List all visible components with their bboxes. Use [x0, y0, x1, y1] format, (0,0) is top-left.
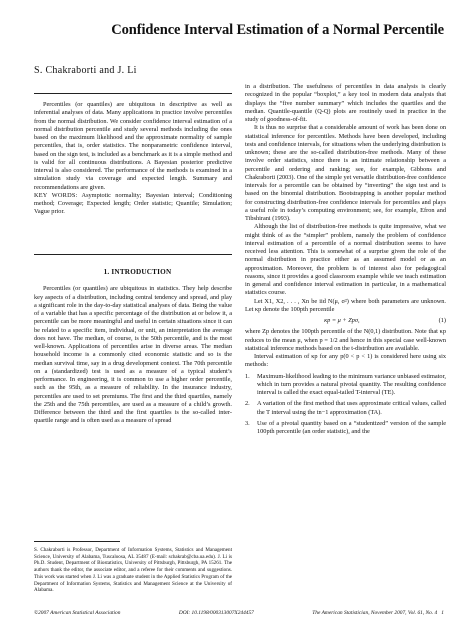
- paper-title: Confidence Interval Estimation of a Normal Percentile: [111, 22, 444, 38]
- list-item: [245, 400, 446, 417]
- doi: DOI: 10.1198/000313007X244457: [178, 610, 254, 616]
- body-paragraph: Although the list of distribution-free methods is quite impressive, what we might think of as the “simpler” problem, namely the problem of confidence interval estimation of a percentile of a normal distribution seems to have received less attention. This is somewhat of a surprise given the role of the normal distribution in practice either as an assumed model or as an approximation. Moreover, the problem is of interest also for pedagogical reasons, since it provides a good classroom example while we teach estimation in general and confidence interval estimation in particular, in a mathematical statistics course.: [245, 223, 446, 297]
- list-item-number: 3.: [245, 419, 250, 427]
- list-item: [245, 420, 446, 437]
- keywords-label: KEY WORDS:: [34, 191, 78, 199]
- list-item-number: 2.: [245, 400, 250, 408]
- keywords-list: Asymptotic normality; Bayesian interval; Conditioning method; Coverage; Expected length; Order statistic; Quantile; Simulation; Vague prior.: [34, 191, 232, 216]
- author-line: S. Chakraborti and J. Li: [34, 65, 137, 76]
- equation-number: (1): [438, 317, 446, 324]
- copyright-notice: ©2007 American Statistical Association: [34, 610, 121, 616]
- page-number: 1: [441, 610, 444, 616]
- footnote-text: S. Chakraborti is Professor, Department of Information Systems, Statistics and Management Science, University of Alabama, Tuscaloosa, AL 35487 (E-mail: schakrab@cba.ua.edu). J. Li is Ph.D. Student, Department of Biostatistics, University of Pittsburgh, Pittsburgh, PA 15261. The authors thank the editor, the associate editor, and a referee for their comments and suggestions. This work was started when J. Li was a graduate student in the Applied Statistics Program of the Department of Information Systems, Statistics and Management Science at the University of Alabama.: [34, 547, 232, 594]
- intro-paragraph: Percentiles (or quantiles) are ubiquitous in statistics. They help describe key aspects of a distribution, including central tendency and spread, and play a significant role in the day-to-day statistical analyses of data. Being the value of a variable that has a specific percentage of the distribution at or below it, a percentile can be more meaningful and useful in certain situations since it can be related to a specific item, individual, or unit, an interpretation the average does not have. The median, of course, is the 50th percentile, and is the most well-known. Applications of percentiles arise in diverse areas. The median household income is a commonly cited economic statistic and so is the median survival time, say in a drug development context. The 70th percentile on a (standardized) test is used as a measure of a typical student’s performance. In engineering, it is common to use a higher order percentile, such as the 95th, as a measure of reliability. In the insurance industry, percentiles are used to set premiums. The first and the third quartiles, namely the 25th and the 75th percentiles, are used as a measure of a child’s growth. Difference between the third and the first quartiles is the so-called inter-quartile range and is often used as a measure of spread: [34, 285, 232, 425]
- body-paragraph: where Zp denotes the 100pth percentile of the N(0,1) distribution. Note that κp reduces to the mean μ, when p = 1/2 and hence in this special case well-known statistical inference methods based on the t-distribution are available.: [245, 328, 446, 352]
- body-paragraph: Interval estimation of κp for any p(0 < p < 1) is considered here using six methods:: [245, 353, 446, 369]
- list-item-number: 1.: [245, 372, 250, 380]
- journal-issue-text: The American Statistician, November 2007, Vol. 61, No. 4: [312, 610, 438, 616]
- body-paragraph: It is thus no surprise that a considerable amount of work has been done on statistical inference for percentiles. Methods have been developed, including tests and confidence intervals, for situations when the underlying distribution is unknown; these are the so-called distribution-free methods. Many of these involve order statistics, since there is an intimate relationship between a percentile and ordering and ranking; see, for example, Gibbons and Chakraborti (2003). One of the simple yet versatile distribution-free confidence intervals for a percentile can be obtained by “inverting” the sign test and is based on the binomial distribution. Bootstrapping is another popular method for constructing distribution-free confidence intervals for percentiles and plays a useful role in today’s computing environment; see, for example, Efron and Tibshirani (1993).: [245, 124, 446, 222]
- section-heading: 1. INTRODUCTION: [103, 268, 172, 276]
- author-footnote: [34, 547, 232, 594]
- list-item-text: Use of a pivotal quantity based on a “studentized” version of the sample 100pth percentile (an order statistic), and the: [257, 419, 446, 435]
- equation-1: [245, 317, 446, 325]
- keywords-paragraph: [34, 192, 232, 217]
- body-paragraph: Let X1, X2, . . . , Xn be iid N(μ, σ²) where both parameters are unknown. Let κp denote the 100pth percentile: [245, 297, 446, 313]
- rule-under-abstract: [34, 254, 232, 255]
- footnote-rule: [34, 541, 120, 542]
- equation-body: κp = μ + Zpσ,: [324, 317, 360, 324]
- left-column: [34, 101, 232, 217]
- list-item-text: A variation of the first method that uses approximate critical values, called the T interval using the tn−1 approximation (TA).: [257, 400, 446, 416]
- intro-column: [34, 268, 232, 426]
- rule-under-authors: [34, 93, 232, 94]
- list-item-text: Maximum-likelihood leading to the minimum variance unbiased estimator, which in turn provides a natural pivotal quantity. The resulting confidence interval is called the exact equal-tailed T-interval (TE).: [257, 372, 446, 396]
- right-column: [245, 83, 446, 439]
- body-paragraph-continued: in a distribution. The usefulness of percentiles in data analysis is clearly recognized in the popular “boxplot,” a key tool in modern data analysis that displays the “five number summary” which includes the quartiles and the median. Quantile-quantile (Q-Q) plots are routinely used in practice in the study of goodness-of-fit.: [245, 83, 446, 123]
- abstract-paragraph: Percentiles (or quantiles) are ubiquitous in descriptive as well as inferential analyses of data. Many applications in practice involve percentiles from the normal distribution. We consider confidence interval estimation of a normal distribution percentile and study several methods including the ones based on the maximum likelihood and the approximate normality of sample percentiles, that is, order statistics. The nonparametric confidence interval, based on the sign test, is included as a benchmark as it is a simple method and is valid for all continuous distributions. A Bayesian posterior predictive interval is also considered. The performance of the methods is examined in a simulation study via coverage and expected length. Summary and recommendations are given.: [34, 101, 232, 191]
- list-item: [245, 373, 446, 398]
- journal-issue: [312, 610, 444, 616]
- methods-list: [245, 373, 446, 437]
- page-footer: [34, 610, 444, 616]
